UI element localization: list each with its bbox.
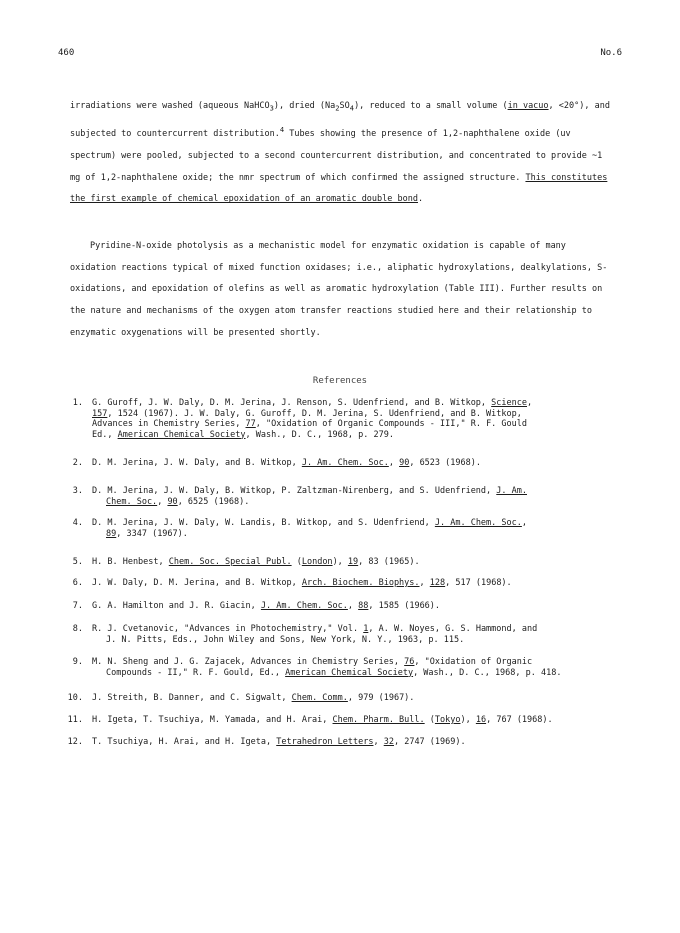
underlined-text: J. Am. bbox=[496, 486, 527, 496]
subscript: 2 bbox=[335, 103, 340, 113]
text-run: ), bbox=[332, 557, 348, 567]
page-number: 460 bbox=[58, 48, 75, 58]
text-run: ( bbox=[424, 715, 435, 725]
text-run: Ed., bbox=[92, 429, 118, 440]
text-run: ), reduced to a small volume ( bbox=[354, 101, 508, 111]
text-run: , Wash., D. C., 1968, p. 418. bbox=[413, 667, 562, 678]
text-run: D. M. Jerina, J. W. Daly, B. Witkop, P. Zaltzman-Nirenberg, and S. Udenfriend, bbox=[92, 486, 497, 496]
reference-line bbox=[92, 601, 617, 612]
reference-text bbox=[92, 737, 617, 748]
text-run: H. Igeta, T. Tsuchiya, M. Yamada, and H. Arai, bbox=[92, 715, 333, 725]
reference-line bbox=[92, 624, 617, 635]
underlined-text: 77 bbox=[245, 419, 256, 429]
reference-line bbox=[92, 518, 617, 529]
underlined-text: J. Am. Chem. Soc. bbox=[301, 458, 389, 468]
reference-text bbox=[92, 578, 617, 589]
text-run: , 517 (1968). bbox=[445, 578, 512, 588]
underlined-text: 19 bbox=[347, 557, 359, 567]
subscript: 4 bbox=[349, 103, 355, 113]
underlined-text: American Chemical Society bbox=[117, 429, 246, 440]
text-run: , 1524 (1967). J. W. Daly, G. Guroff, D. M. Jerina, S. Udenfriend, and B. Witkop, bbox=[107, 408, 522, 419]
reference-number: 12. bbox=[67, 737, 83, 747]
reference-line bbox=[92, 635, 617, 646]
underlined-text: London bbox=[301, 557, 333, 567]
text-run: , "Oxidation of Organic Compounds - III," R. F. Gould bbox=[255, 419, 528, 429]
underlined-text: 32 bbox=[383, 737, 394, 747]
text-run: D. M. Jerina, J. W. Daly, and B. Witkop, bbox=[92, 458, 302, 468]
reference-line bbox=[92, 557, 617, 568]
reference-number: 1. bbox=[72, 398, 83, 408]
reference-number: 3. bbox=[72, 486, 83, 496]
body-paragraph-2 bbox=[70, 236, 615, 345]
text-run: J. W. Daly, D. M. Jerina, and B. Witkop, bbox=[92, 578, 302, 588]
reference-line bbox=[92, 398, 617, 409]
text-run: Compounds - II," R. F. Gould, Ed., bbox=[106, 667, 286, 678]
reference-line bbox=[92, 693, 617, 704]
reference-number: 11. bbox=[67, 715, 83, 725]
reference-line bbox=[92, 715, 617, 726]
reference-number: 9. bbox=[72, 657, 83, 667]
underlined-text: This constitutes the first example of chemical epoxidation of an aromatic double bond bbox=[70, 172, 608, 205]
paragraph-2-text bbox=[70, 236, 615, 345]
superscript: 4 bbox=[279, 125, 285, 135]
text-run: M. N. Sheng and J. G. Zajacek, Advances in Chemistry Series, bbox=[92, 657, 405, 667]
text-run: J. N. Pitts, Eds., John Wiley and Sons, New York, N. Y., 1963, p. 115. bbox=[106, 634, 465, 645]
text-run: ), bbox=[460, 715, 476, 725]
underlined-text: American Chemical Society bbox=[285, 667, 414, 678]
subscript: 3 bbox=[269, 103, 274, 113]
underlined-text: 157 bbox=[92, 408, 108, 419]
paragraph-2-runs bbox=[70, 241, 607, 338]
text-run: H. B. Henbest, bbox=[92, 557, 169, 567]
reference-text bbox=[92, 715, 617, 726]
text-run: , bbox=[388, 458, 400, 468]
underlined-text: Chem. Pharm. Bull. bbox=[332, 715, 425, 725]
reference-line bbox=[92, 578, 617, 589]
text-run: ), dried (Na bbox=[273, 101, 336, 111]
references-heading: References bbox=[312, 376, 368, 386]
reference-line bbox=[92, 737, 617, 748]
reference-number: 6. bbox=[72, 578, 83, 588]
text-run: , <20°), and subjected to countercurrent distribution. bbox=[70, 101, 610, 140]
text-run: , Wash., D. C., 1968, p. 279. bbox=[245, 429, 394, 440]
text-run: , bbox=[521, 518, 527, 528]
reference-text bbox=[92, 398, 617, 440]
reference-number: 7. bbox=[72, 601, 83, 611]
reference-number: 8. bbox=[72, 624, 83, 634]
underlined-text: Tokyo bbox=[434, 715, 461, 725]
reference-text bbox=[92, 458, 617, 469]
reference-number: 4. bbox=[72, 518, 83, 528]
reference-number: 5. bbox=[72, 557, 83, 567]
reference-text bbox=[92, 657, 617, 678]
underlined-text: 89 bbox=[106, 528, 117, 539]
text-run: , bbox=[373, 737, 384, 747]
text-run: D. M. Jerina, J. W. Daly, W. Landis, B. Witkop, and S. Udenfriend, bbox=[92, 518, 435, 528]
text-run: ( bbox=[291, 557, 302, 567]
underlined-text: J. Am. Chem. Soc. bbox=[260, 601, 348, 611]
underlined-text: Chem. Comm. bbox=[291, 693, 348, 703]
reference-text bbox=[92, 693, 617, 704]
reference-line bbox=[92, 668, 617, 679]
reference-text bbox=[92, 624, 617, 645]
reference-line bbox=[92, 529, 617, 540]
text-run: , bbox=[419, 578, 430, 588]
reference-line bbox=[92, 409, 617, 420]
reference-line bbox=[92, 419, 617, 430]
text-run: , 1585 (1966). bbox=[368, 601, 441, 611]
text-run: , bbox=[347, 601, 359, 611]
text-run: J. Streith, B. Danner, and C. Sigwalt, bbox=[92, 693, 292, 703]
issue-number: No.6 bbox=[600, 48, 622, 58]
underlined-text: 1 bbox=[363, 624, 369, 634]
text-run: , 6523 (1968). bbox=[409, 458, 481, 468]
reference-line bbox=[92, 486, 617, 497]
underlined-text: Science bbox=[491, 398, 527, 408]
text-run: , A. W. Noyes, G. S. Hammond, and bbox=[368, 624, 538, 634]
underlined-text: Tetrahedron Letters bbox=[276, 737, 374, 747]
underlined-text: J. Am. Chem. Soc. bbox=[434, 518, 522, 528]
reference-line bbox=[92, 430, 617, 441]
reference-text bbox=[92, 518, 617, 539]
underlined-text: Arch. Biochem. Biophys. bbox=[301, 578, 420, 588]
underlined-text: 76 bbox=[404, 657, 415, 667]
text-run: Tubes showing the presence of 1,2-naphthalene oxide (uv spectrum) were pooled, subjected to a second countercurrent distribution, and concentrated to provide ~1 mg of 1,2-naphthalene oxide; the nmr spectrum of which confirmed the assigned structure. bbox=[70, 129, 603, 183]
text-run: Pyridine-N-oxide photolysis as a mechanistic model for enzymatic oxidation is capable of many oxidation reactions typical of mixed function oxidases; i.e., aliphatic hydroxylations, dealkylations, S-oxidations, and epoxidation of olefins as well as aromatic hydroxylation (Table III). Further results on the nature and mechanisms of the oxygen atom transfer reactions studied here and their relationship to enzymatic oxygenations will be presented shortly. bbox=[70, 241, 608, 338]
underlined-text: 88 bbox=[358, 601, 369, 611]
reference-text bbox=[92, 486, 617, 507]
text-run: G. Guroff, J. W. Daly, D. M. Jerina, J. Renson, S. Udenfriend, and B. Witkop, bbox=[92, 398, 492, 408]
text-run: G. A. Hamilton and J. R. Giacin, bbox=[92, 601, 261, 611]
text-run: Advances in Chemistry Series, bbox=[92, 419, 246, 429]
underlined-text: 90 bbox=[167, 496, 178, 507]
reference-text bbox=[92, 601, 617, 612]
text-run: . bbox=[418, 194, 424, 205]
underlined-text: in vacuo bbox=[507, 101, 549, 111]
text-run: , 979 (1967). bbox=[347, 693, 415, 703]
reference-text bbox=[92, 557, 617, 568]
text-run: , 2747 (1969). bbox=[393, 737, 466, 747]
text-run: , bbox=[527, 398, 533, 408]
reference-line bbox=[92, 458, 617, 469]
text-run: , bbox=[157, 496, 168, 507]
underlined-text: Chem. Soc. Special Publ. bbox=[168, 557, 292, 567]
text-run: SO bbox=[339, 101, 350, 111]
underlined-text: 16 bbox=[475, 715, 487, 725]
text-run: R. J. Cvetanovic, "Advances in Photochemistry," Vol. bbox=[92, 624, 364, 634]
underlined-text: Chem. Soc. bbox=[106, 496, 158, 507]
reference-number: 10. bbox=[67, 693, 83, 703]
text-run: T. Tsuchiya, H. Arai, and H. Igeta, bbox=[92, 737, 277, 747]
text-run: , 767 (1968). bbox=[486, 715, 553, 725]
reference-line bbox=[92, 497, 617, 508]
text-run: , "Oxidation of Organic bbox=[414, 657, 533, 667]
reference-number: 2. bbox=[72, 458, 83, 468]
text-run: , 83 (1965). bbox=[358, 557, 420, 567]
paragraph-1-text bbox=[70, 96, 615, 211]
text-run: irradiations were washed (aqueous NaHCO bbox=[70, 101, 270, 111]
underlined-text: 128 bbox=[429, 578, 446, 588]
text-run: , 3347 (1967). bbox=[116, 528, 188, 539]
body-paragraph-1 bbox=[70, 96, 615, 211]
reference-line bbox=[92, 657, 617, 668]
underlined-text: 90 bbox=[399, 458, 410, 468]
text-run: , 6525 (1968). bbox=[177, 496, 250, 507]
